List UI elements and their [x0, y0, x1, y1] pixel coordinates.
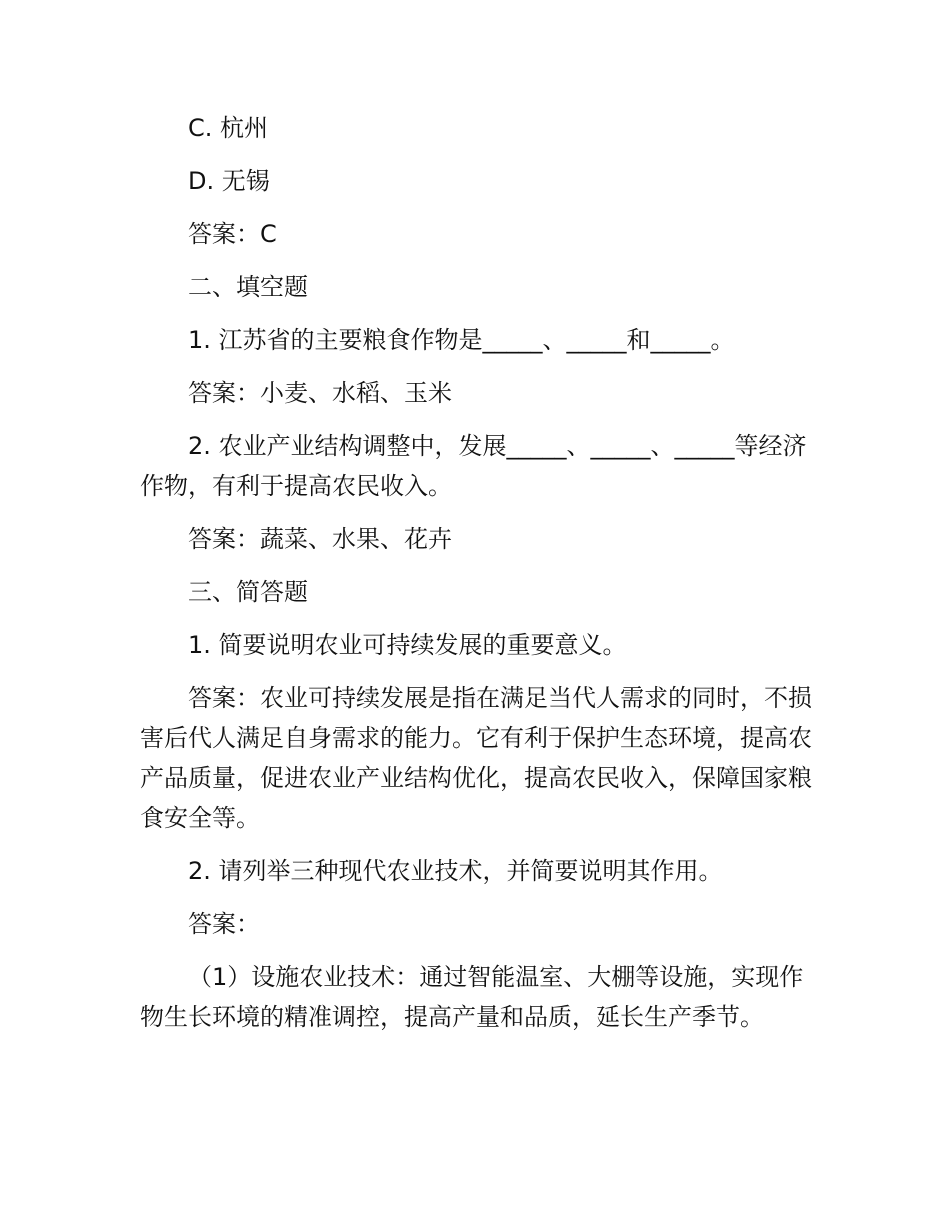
short-question-1: 1. 简要说明农业可持续发展的重要意义。	[188, 631, 627, 659]
section-2-heading: 二、填空题	[188, 273, 308, 301]
fill-question-2: 2. 农业产业结构调整中，发展_____、_____、_____等经济作物，有利于提高农民收入。	[140, 432, 807, 500]
short-answer-2-item-1: （1）设施农业技术：通过智能温室、大棚等设施，实现作物生长环境的精准调控，提高产量和品质，延长生产季节。	[140, 963, 804, 1031]
section-3-heading: 三、简答题	[188, 578, 308, 606]
fill-answer-2: 答案：蔬菜、水果、花卉	[188, 525, 452, 553]
option-d: D. 无锡	[188, 167, 270, 195]
fill-answer-1: 答案：小麦、水稻、玉米	[188, 379, 452, 407]
short-answer-2-label: 答案：	[188, 910, 260, 938]
option-c: C. 杭州	[188, 114, 269, 142]
fill-question-1: 1. 江苏省的主要粮食作物是_____、_____和_____。	[188, 326, 735, 354]
answer-1: 答案：C	[188, 220, 277, 248]
short-question-2: 2. 请列举三种现代农业技术，并简要说明其作用。	[188, 857, 723, 885]
short-answer-1: 答案：农业可持续发展是指在满足当代人需求的同时，不损害后代人满足自身需求的能力。它有利于保护生态环境，提高农产品质量，促进农业产业结构优化，提高农民收入，保障国家粮食安全等。	[140, 684, 812, 832]
document-body	[140, 108, 812, 1050]
